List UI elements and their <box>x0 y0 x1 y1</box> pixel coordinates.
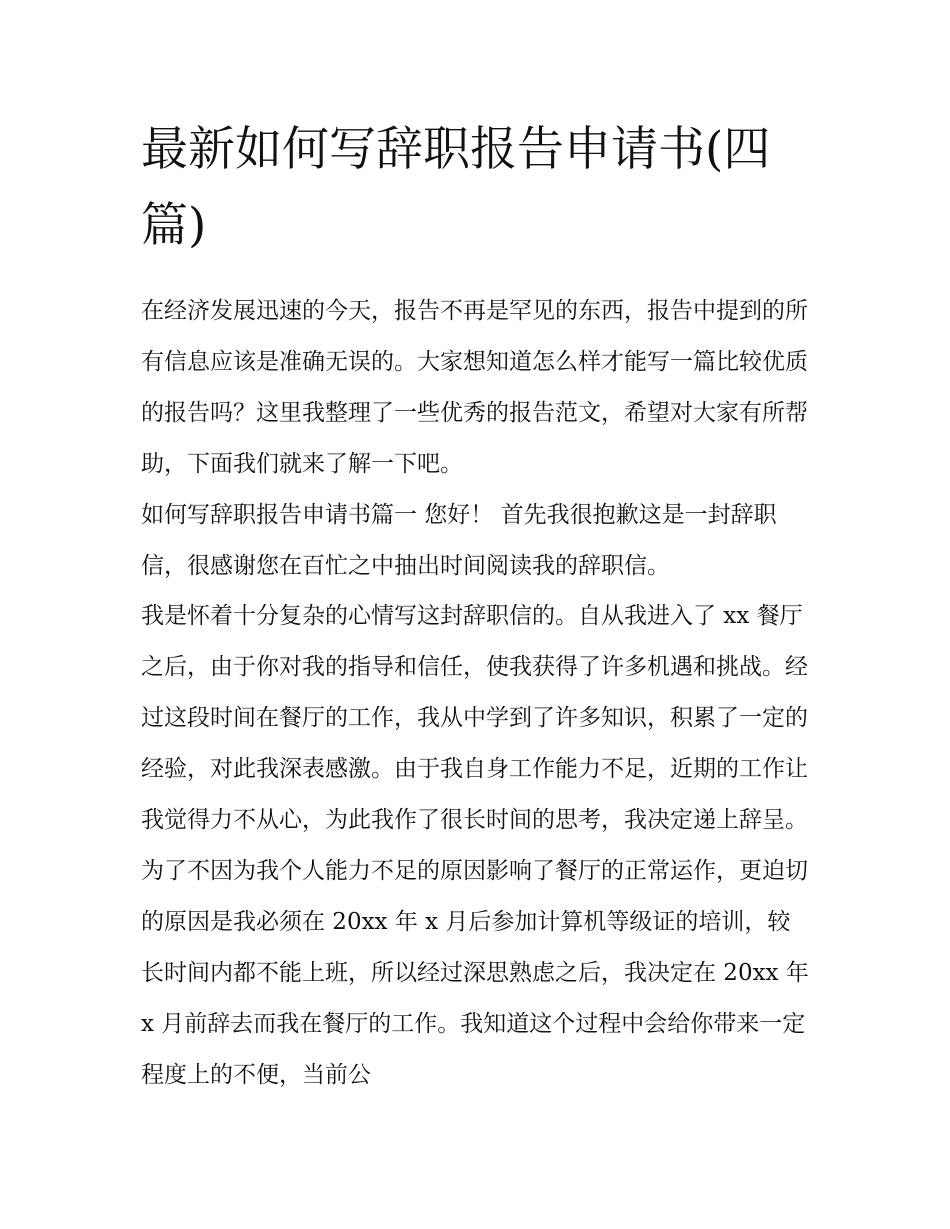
intro-paragraph: 在经济发展迅速的今天，报告不再是罕见的东西，报告中提到的所有信息应该是准确无误的。大家想知道怎么样才能写一篇比较优质的报告吗？这里我整理了一些优秀的报告范文，希望对大家有所帮助，下面我们就来了解一下吧。 <box>141 298 808 477</box>
document-body <box>141 112 811 1101</box>
letter-body-paragraph: 我是怀着十分复杂的心情写这封辞职信的。自从我进入了 xx 餐厅之后，由于你对我的指导和信任，使我获得了许多机遇和挑战。经过这段时间在餐厅的工作，我从中学到了许多知识，积累了一定的经验，对此我深表感激。由于我自身工作能力不足，近期的工作让我觉得力不从心，为此我作了很长时间的思考，我决定递上辞呈。为了不因为我个人能力不足的原因影响了餐厅的正常运作，更迫切的原因是我必须在 20xx 年 x 月后参加计算机等级证的培训，较长时间内都不能上班，所以经过深思熟虑之后，我决定在 20xx 年 x 月前辞去而我在餐厅的工作。我知道这个过程中会给你带来一定程度上的不便，当前公 <box>141 603 809 1088</box>
document-title: 最新如何写辞职报告申请书(四篇) <box>141 122 771 253</box>
letter-greeting-paragraph: 如何写辞职报告申请书篇一 您好！ 首先我很抱歉这是一封辞职信，很感谢您在百忙之中抽出时间阅读我的辞职信。 <box>141 501 777 579</box>
